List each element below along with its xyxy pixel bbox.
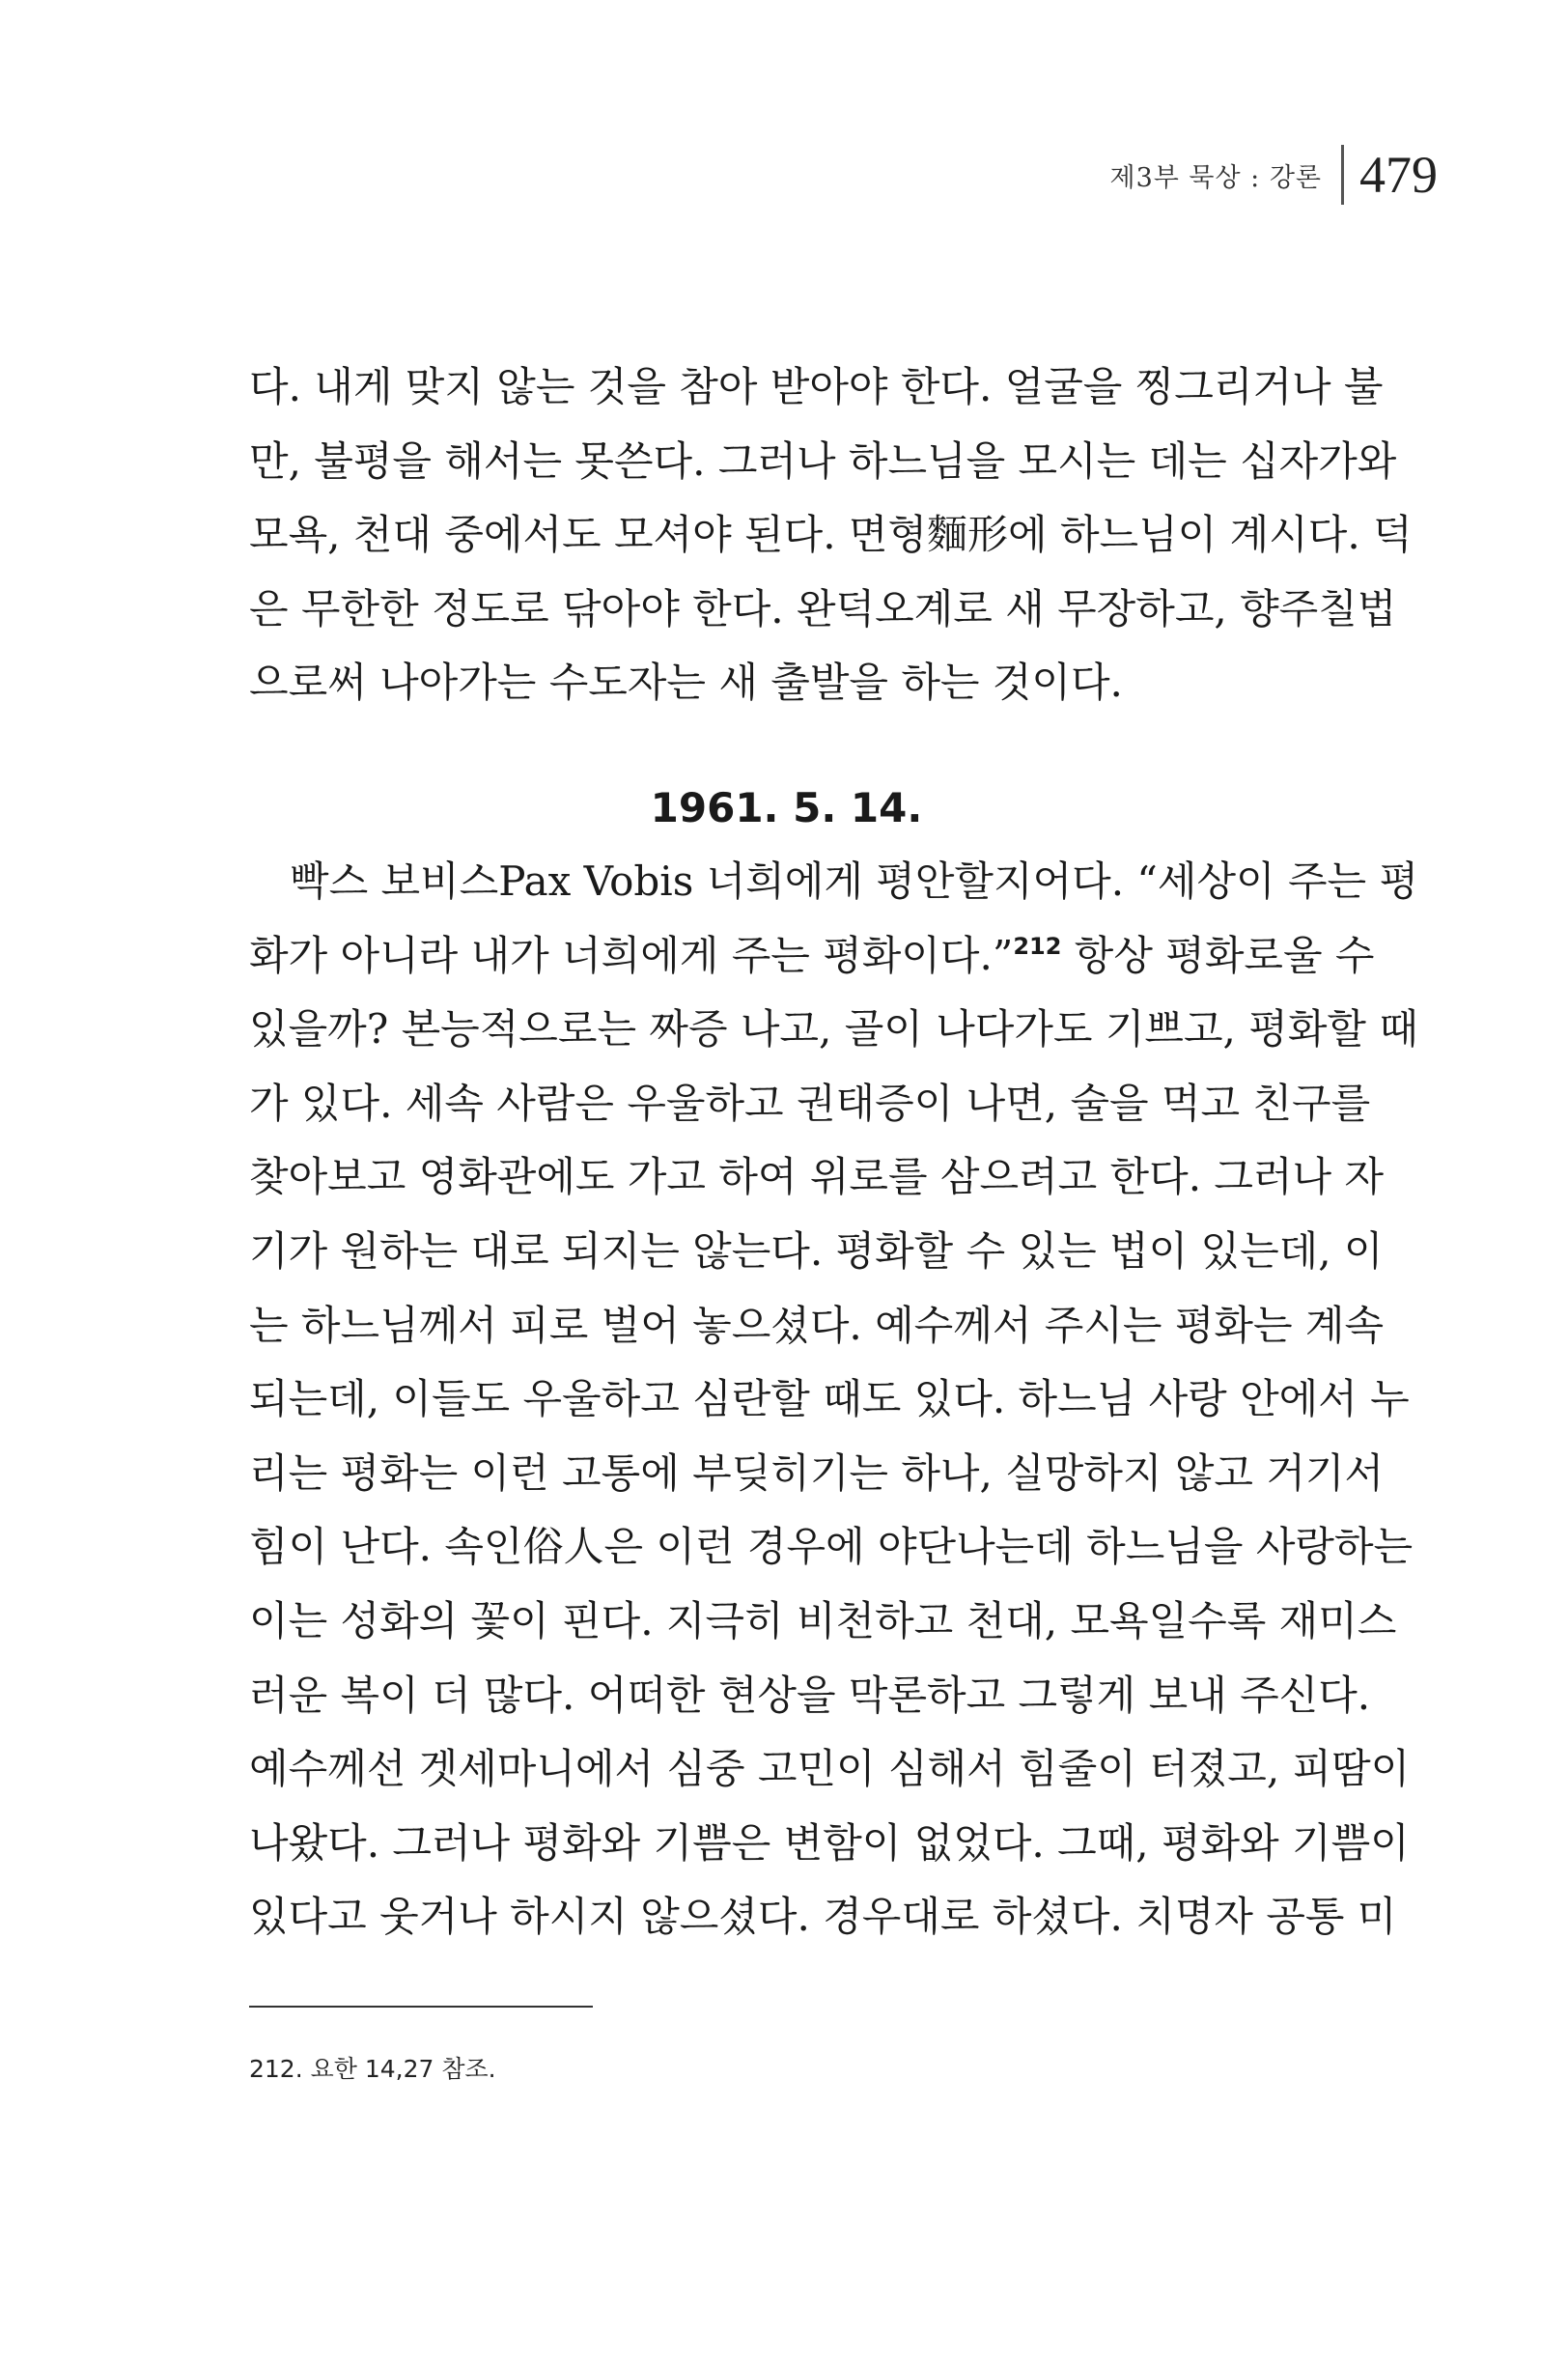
page-number: 479 bbox=[1359, 146, 1438, 204]
text-line: 다. 내게 맞지 않는 것을 참아 받아야 한다. 얼굴을 찡그리거나 불 bbox=[249, 363, 1384, 410]
header-divider bbox=[1341, 145, 1344, 205]
text-line: 힘이 난다. 속인俗人은 이런 경우에 야단나는데 하느님을 사랑하는 bbox=[249, 1523, 1414, 1571]
text-line: 되는데, 이들도 우울하고 심란할 때도 있다. 하느님 사랑 안에서 누 bbox=[249, 1375, 1410, 1423]
text-line: 있다고 웃거나 하시지 않으셨다. 경우대로 하셨다. 치명자 공통 미 bbox=[249, 1893, 1397, 1941]
text-segment: 화가 아니라 내가 너희에게 주는 평화이다.” bbox=[249, 931, 1014, 979]
text-line: 만, 불평을 해서는 못쓴다. 그러나 하느님을 모시는 데는 십자가와 bbox=[249, 436, 1397, 485]
text-line: 이는 성화의 꽃이 핀다. 지극히 비천하고 천대, 모욕일수록 재미스 bbox=[249, 1596, 1397, 1644]
text-line: 예수께선 겟세마니에서 심중 고민이 심해서 힘줄이 터졌고, 피땀이 bbox=[249, 1745, 1411, 1793]
footnote-divider bbox=[249, 2006, 593, 2008]
text-line: 찾아보고 영화관에도 가고 하여 위로를 삼으려고 한다. 그러나 자 bbox=[249, 1153, 1385, 1201]
text-line: 으로써 나아가는 수도자는 새 출발을 하는 것이다. bbox=[249, 659, 1123, 707]
text-line: 모욕, 천대 중에서도 모셔야 된다. 면형麵形에 하느님이 계시다. 덕 bbox=[249, 511, 1413, 559]
body-paragraph-2 bbox=[249, 845, 1419, 1954]
text-line: 빡스 보비스Pax Vobis 너희에게 평안할지어다. “세상이 주는 평 bbox=[290, 857, 1419, 905]
running-title: 제3부 묵상 : 강론 bbox=[1109, 162, 1322, 193]
text-line: 리는 평화는 이런 고통에 부딪히기는 하나, 실망하지 않고 거기서 bbox=[249, 1448, 1385, 1497]
text-line: 러운 복이 더 많다. 어떠한 현상을 막론하고 그렇게 보내 주신다. bbox=[249, 1671, 1371, 1719]
running-head bbox=[1109, 145, 1438, 205]
text-line: 나왔다. 그러나 평화와 기쁨은 변함이 없었다. 그때, 평화와 기쁨이 bbox=[249, 1818, 1410, 1867]
text-segment: 항상 평화로울 수 bbox=[1061, 931, 1375, 979]
text-line: 있을까? 본능적으로는 짜증 나고, 골이 나다가도 기쁘고, 평화할 때 bbox=[249, 1005, 1418, 1054]
text-line: 는 하느님께서 피로 벌어 놓으셨다. 예수께서 주시는 평화는 계속 bbox=[249, 1301, 1385, 1349]
footnote-text: 212. 요한 14,27 참조. bbox=[249, 2055, 496, 2083]
section-date-heading: 1961. 5. 14. bbox=[650, 784, 923, 831]
body-paragraph-1 bbox=[249, 351, 1413, 720]
text-line-with-footnote-ref bbox=[249, 919, 1375, 994]
text-line: 가 있다. 세속 사람은 우울하고 권태증이 나면, 술을 먹고 친구를 bbox=[249, 1079, 1371, 1127]
footnote-reference[interactable]: 212 bbox=[1013, 932, 1062, 960]
text-line: 은 무한한 정도로 닦아야 한다. 완덕오계로 새 무장하고, 향주칠법 bbox=[249, 584, 1397, 632]
text-line: 기가 원하는 대로 되지는 않는다. 평화할 수 있는 법이 있는데, 이 bbox=[249, 1226, 1384, 1275]
